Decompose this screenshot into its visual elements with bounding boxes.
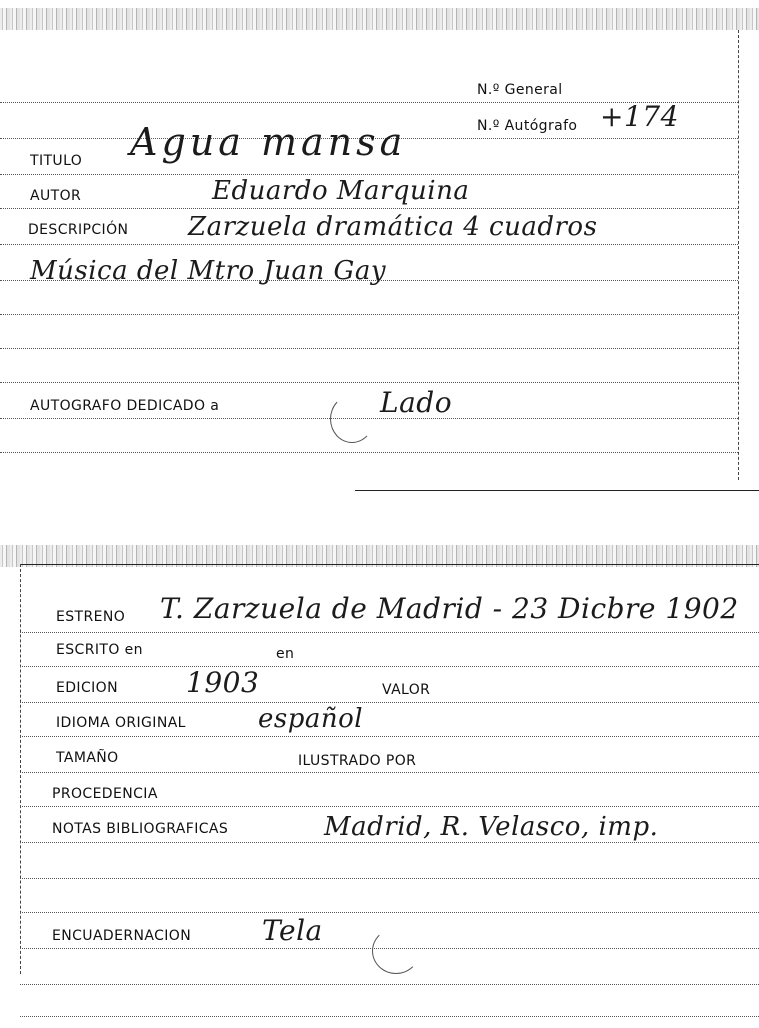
- premiere-label: ESTRENO: [56, 609, 126, 625]
- rule: [0, 314, 738, 315]
- original-language-label: IDIOMA ORIGINAL: [56, 715, 186, 731]
- torn-edge-top: [0, 8, 759, 30]
- ink-stamp-mark: [372, 928, 420, 974]
- catalog-card-bottom: [0, 540, 759, 1028]
- autograph-number-value: +174: [600, 100, 679, 133]
- card-top-edge: [20, 564, 759, 565]
- edition-value: 1903: [186, 666, 260, 699]
- original-language-value: español: [258, 704, 364, 734]
- ink-stamp-mark: [330, 395, 374, 443]
- rule: [0, 452, 738, 453]
- rule: [20, 666, 759, 667]
- rule: [20, 878, 759, 879]
- rule: [20, 1016, 759, 1017]
- rule: [0, 244, 738, 245]
- rule: [20, 912, 759, 913]
- dedicated-label: AUTOGRAFO DEDICADO a: [30, 398, 220, 414]
- rule: [20, 948, 759, 949]
- written-in-secondary-label: en: [276, 646, 295, 662]
- author-label: AUTOR: [30, 188, 82, 204]
- rule: [0, 348, 738, 349]
- rule: [0, 208, 738, 209]
- description-value-line1: Zarzuela dramática 4 cuadros: [188, 212, 598, 242]
- rule: [0, 382, 738, 383]
- card-cut-edge: [355, 490, 759, 491]
- general-number-label: N.º General: [477, 82, 563, 98]
- rule: [20, 736, 759, 737]
- binding-label: ENCUADERNACION: [52, 928, 192, 944]
- written-in-label: ESCRITO en: [56, 642, 143, 658]
- card-right-edge: [738, 30, 739, 480]
- bibliographic-notes-label: NOTAS BIBLIOGRAFICAS: [52, 821, 229, 837]
- rule: [20, 702, 759, 703]
- title-value: Agua mansa: [130, 120, 407, 164]
- autograph-number-label: N.º Autógrafo: [477, 118, 578, 134]
- author-value: Eduardo Marquina: [212, 176, 470, 206]
- description-value-line2: Música del Mtro Juan Gay: [30, 256, 387, 286]
- rule: [20, 984, 759, 985]
- dedicated-value: Lado: [380, 386, 453, 419]
- edition-label: EDICION: [56, 680, 118, 696]
- rule: [20, 632, 759, 633]
- binding-value: Tela: [262, 914, 323, 947]
- bibliographic-notes-value: Madrid, R. Velasco, imp.: [324, 812, 659, 842]
- rule: [0, 280, 738, 281]
- rule: [0, 418, 738, 419]
- title-label: TITULO: [30, 153, 83, 169]
- rule: [20, 842, 759, 843]
- description-label: DESCRIPCIÓN: [28, 222, 129, 238]
- catalog-card-top: [0, 0, 759, 495]
- illustrated-by-label: ILUSTRADO POR: [298, 753, 417, 769]
- provenance-label: PROCEDENCIA: [52, 786, 158, 802]
- rule: [0, 174, 738, 175]
- rule: [20, 806, 759, 807]
- size-label: TAMAÑO: [56, 750, 119, 766]
- value-label: VALOR: [382, 682, 431, 698]
- premiere-value: T. Zarzuela de Madrid - 23 Dicbre 1902: [160, 592, 739, 625]
- rule: [20, 772, 759, 773]
